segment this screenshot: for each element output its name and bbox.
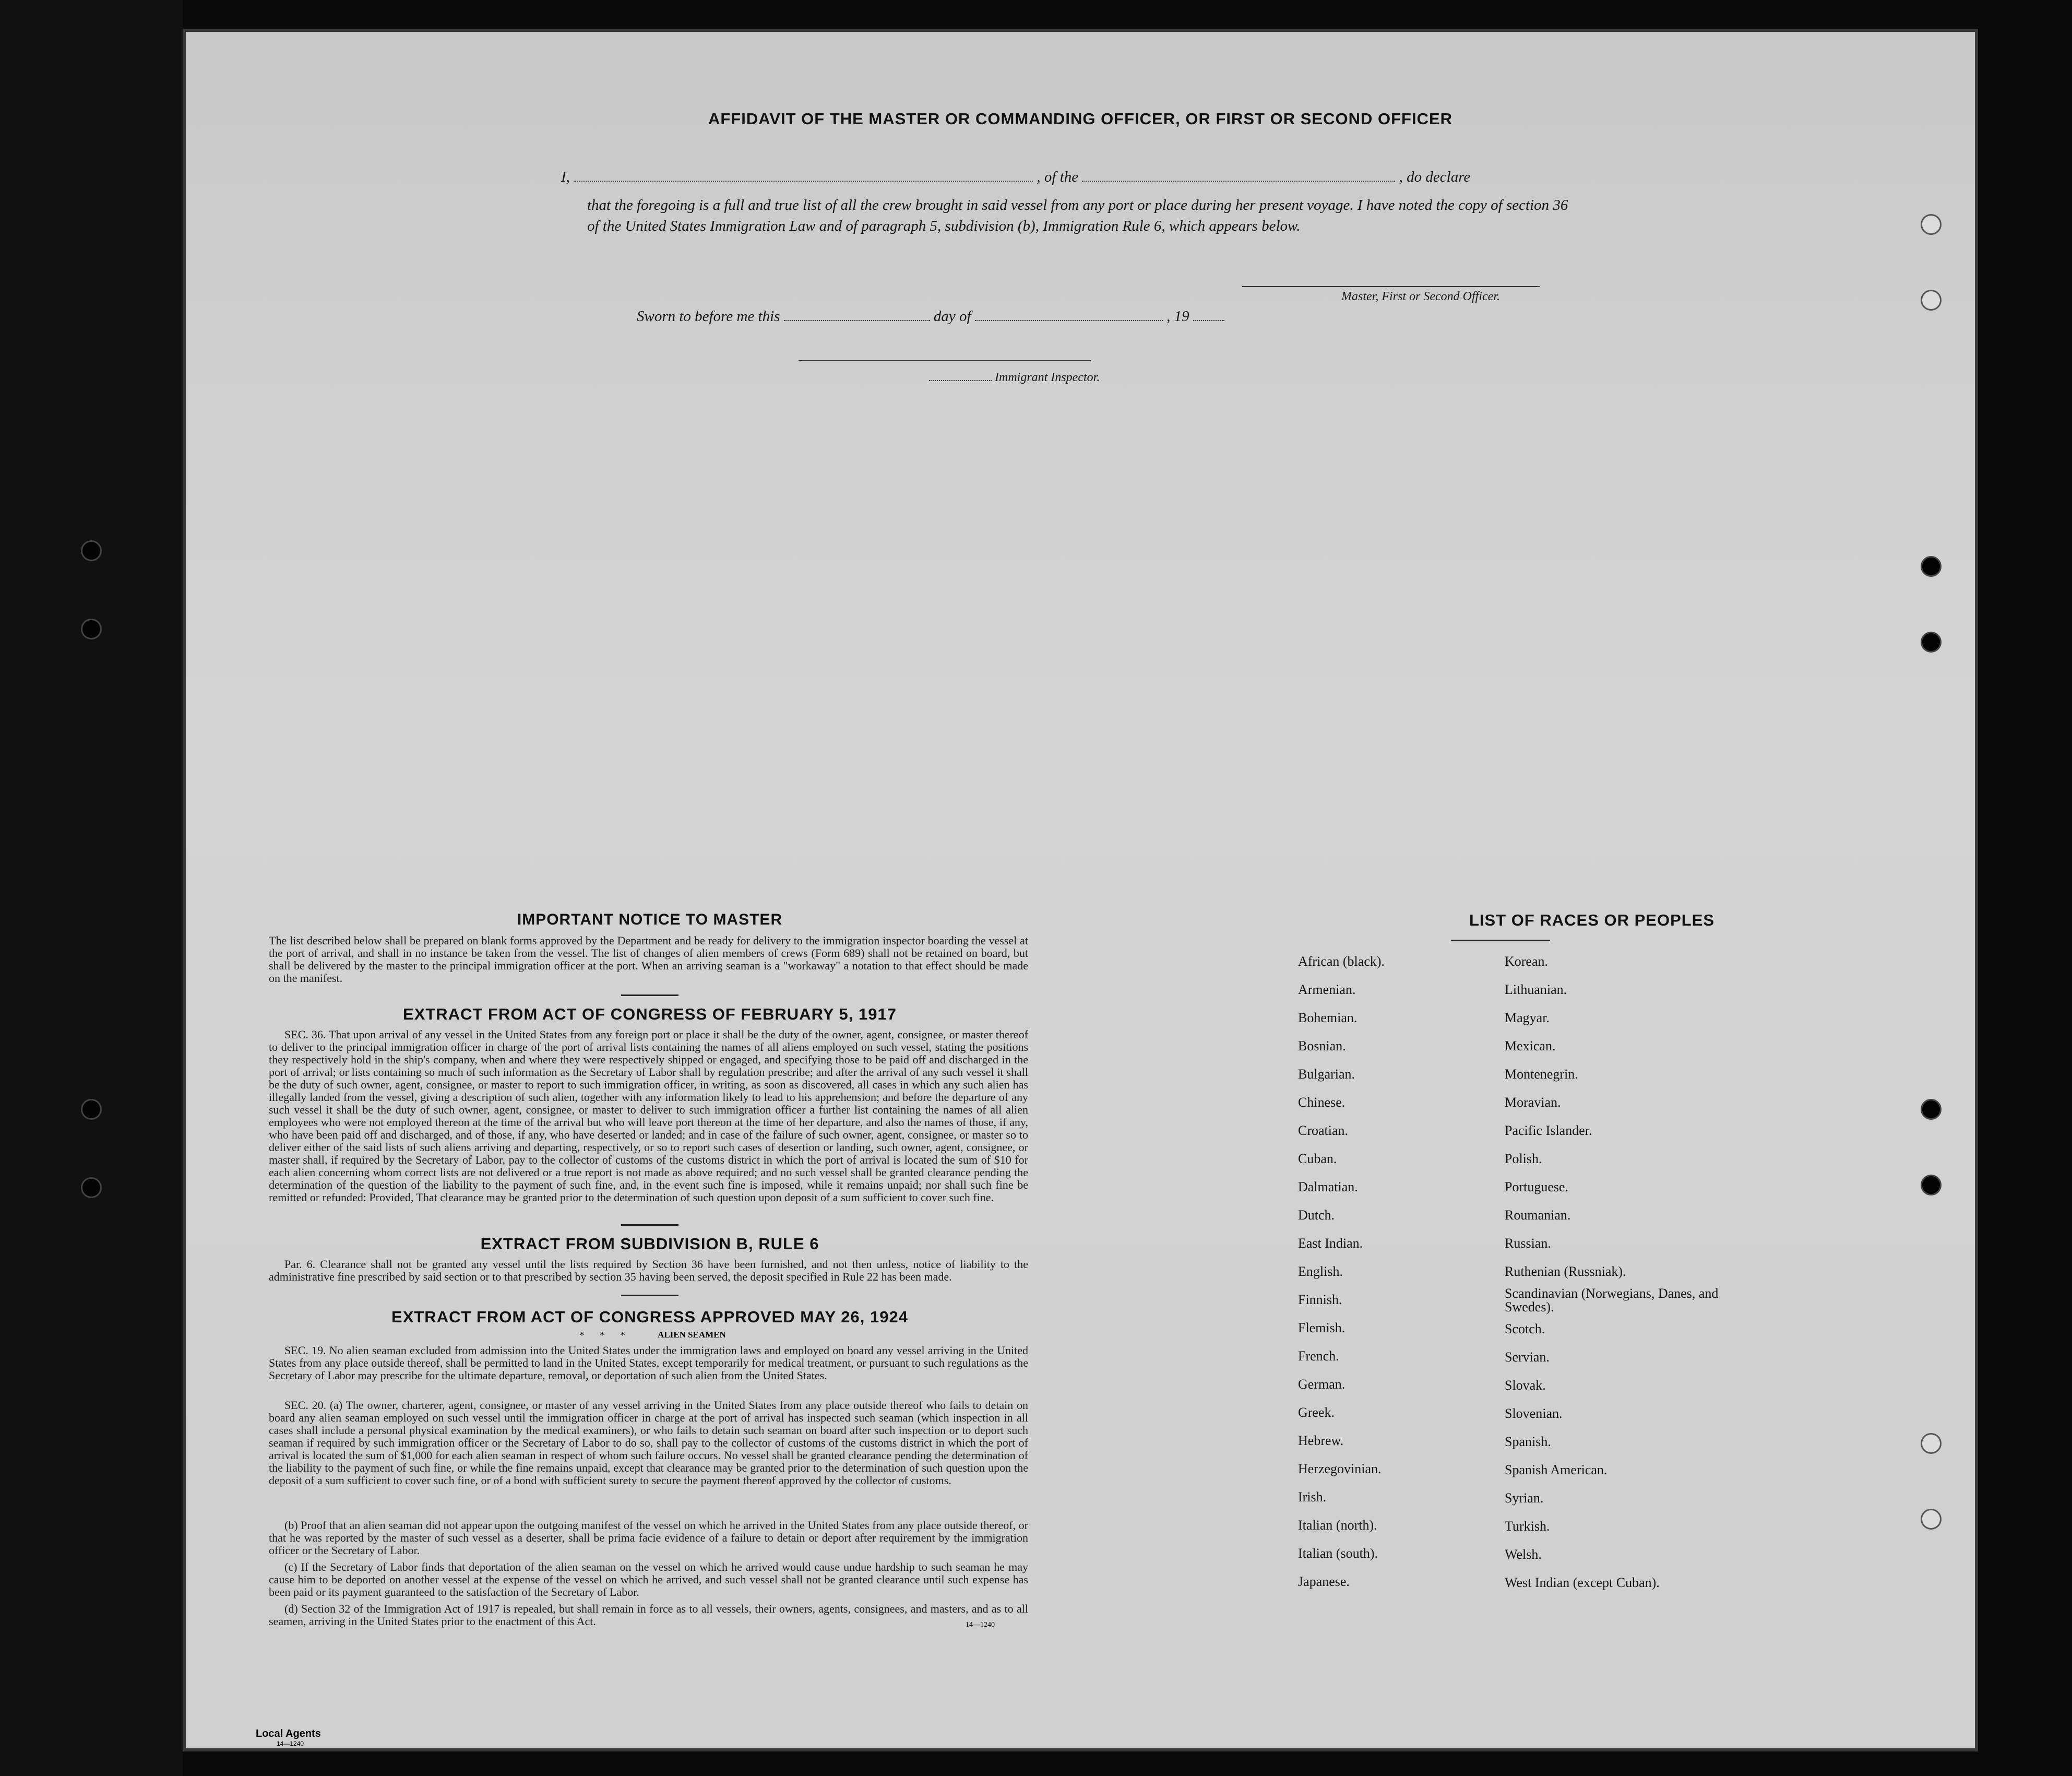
extract-1924-sec20c: (c) If the Secretary of Labor finds that deportation of the alien seaman on the vessel on which he arrived would cause undue hardship to such seaman he may cause him to be deported on another vessel at the expense of the vessel on which he arrived, and such vessel shall not be granted clearance until such expense has been paid or its payment guaranteed to the satisfaction of the Secretary of Labor. (269, 1560, 1028, 1599)
race-item: West Indian (except Cuban). (1505, 1575, 1660, 1590)
extract-1924-sec19: SEC. 19. No alien seaman excluded from admission into the United States under the immigration laws and employed on board any vessel arriving in the United States from any place outside thereof, shall be permitted to land in the United States, except temporarily for medical treatment, or pursuant to such regulations as the Secretary of Labor may prescribe for the ultimate departure, removal, or deportation of such alien from the United States. (269, 1344, 1028, 1382)
race-item: Bulgarian. (1298, 1067, 1355, 1082)
punch-hole (1921, 214, 1942, 235)
affidavit-line1 (561, 169, 1725, 186)
race-item: Chinese. (1298, 1095, 1345, 1110)
extract-1924-sec20d: (d) Section 32 of the Immigration Act of 1917 is repealed, but shall remain in force as to all vessels, their owners, agents, consignees, and masters, and as to all seamen, arriving in the United States prior to the enactment of this Act. (269, 1602, 1028, 1628)
sworn-line (637, 308, 1576, 325)
punch-hole (1921, 632, 1942, 653)
race-item: Magyar. (1505, 1010, 1550, 1025)
year-label: , 19 (1166, 308, 1189, 325)
manifest-page (183, 29, 1978, 1751)
race-item: English. (1298, 1264, 1343, 1279)
sworn-year-field[interactable] (1193, 309, 1224, 321)
race-item: East Indian. (1298, 1236, 1363, 1251)
affidavit-body: that the foregoing is a full and true list of all the crew brought in said vessel from any port or place during her present voyage. I have noted the copy of section 36 of the United States Immigration Law and of paragraph 5, subdivision (b), Immigration Rule 6, which appears below. (587, 197, 1568, 234)
extract-1924-sec20b: (b) Proof that an alien seaman did not appear upon the outgoing manifest of the vessel on which he arrived in the United States from any place outside thereof, or that he was reported by the master of such vessel as a deserter, shall be prima facie evidence of a failure to detain or deport after requirement by the immigration officer or the Secretary of Labor. (269, 1519, 1028, 1557)
races-right-column (1505, 948, 1724, 1597)
race-item: Slovak. (1505, 1378, 1546, 1393)
signature-label: Master, First or Second Officer. (1341, 290, 1500, 303)
race-item: Dutch. (1298, 1207, 1335, 1223)
day-of-label: day of (933, 308, 971, 325)
declare-label: , do declare (1399, 169, 1471, 185)
punch-hole (81, 1177, 102, 1198)
race-item: Russian. (1505, 1236, 1551, 1251)
punch-hole (81, 540, 102, 561)
inspector-label-row (929, 371, 1100, 385)
punch-hole (1921, 1509, 1942, 1530)
race-item: Spanish American. (1505, 1462, 1607, 1477)
inspector-label: Immigrant Inspector. (995, 371, 1100, 384)
race-item: Armenian. (1298, 982, 1356, 997)
punch-hole (1921, 1175, 1942, 1195)
race-item: Polish. (1505, 1151, 1542, 1166)
punch-hole (81, 1099, 102, 1120)
punch-hole (81, 619, 102, 640)
vessel-name-field[interactable] (1082, 169, 1395, 182)
race-item: Korean. (1505, 954, 1549, 969)
divider (621, 994, 678, 996)
race-item: Pacific Islander. (1505, 1123, 1592, 1138)
race-item: Welsh. (1505, 1547, 1542, 1562)
declarant-name-field[interactable] (574, 169, 1033, 182)
extract-1924-dots: * * * (579, 1330, 632, 1341)
race-item: Moravian. (1505, 1095, 1561, 1110)
extract-rule6-text: Par. 6. Clearance shall not be granted any vessel until the lists required by Section 36 have been furnished, and not then unless, notice of liability to the administrative fine prescribed by said section or to that prescribed by section 35 having been served, the deposit specified in Rule 22 has been made. (269, 1258, 1028, 1283)
race-item: Herzegovinian. (1298, 1461, 1382, 1476)
race-item: Montenegrin. (1505, 1067, 1578, 1082)
notice-title: IMPORTANT NOTICE TO MASTER (517, 911, 783, 928)
race-item: Slovenian. (1505, 1406, 1563, 1421)
divider (621, 1295, 678, 1296)
race-item: German. (1298, 1377, 1345, 1392)
extract-1924-title: EXTRACT FROM ACT OF CONGRESS APPROVED MAY 26, 1924 (391, 1308, 908, 1326)
race-item: Bosnian. (1298, 1038, 1346, 1053)
race-item: Finnish. (1298, 1292, 1342, 1307)
race-item: Scotch. (1505, 1321, 1545, 1336)
vessel-label: , of the (1037, 169, 1079, 185)
race-item: African (black). (1298, 954, 1385, 969)
race-item: Turkish. (1505, 1519, 1550, 1534)
extract-rule6-title: EXTRACT FROM SUBDIVISION B, RULE 6 (480, 1235, 819, 1253)
race-item: Portuguese. (1505, 1179, 1569, 1194)
races-left-column (1298, 948, 1496, 1596)
local-agents-number: 14—1240 (277, 1740, 304, 1747)
sworn-month-field[interactable] (975, 309, 1163, 321)
race-item: Japanese. (1298, 1574, 1350, 1589)
race-item: Greek. (1298, 1405, 1335, 1420)
race-item: Syrian. (1505, 1490, 1544, 1506)
notice-text: The list described below shall be prepared on blank forms approved by the Department and be ready for delivery to the immigration inspector boarding the vessel at the port of arrival, and shall in no instance be taken from the vessel. The list of changes of alien members of crews (Form 689) shall not be retained on board, but shall be delivered by the master to the principal immigration officer at the port. When an arriving seaman is a "workaway" a notation to that effect should be made on the manifest. (269, 934, 1028, 985)
race-item: Roumanian. (1505, 1207, 1571, 1223)
race-item: Flemish. (1298, 1320, 1345, 1335)
race-item: Spanish. (1505, 1434, 1551, 1449)
affidavit-title: AFFIDAVIT OF THE MASTER OR COMMANDING OFFICER, OR FIRST OR SECOND OFFICER (708, 110, 1453, 128)
race-item: Croatian. (1298, 1123, 1349, 1138)
race-item: Mexican. (1505, 1038, 1556, 1053)
divider (1451, 940, 1550, 941)
extract-1924-sec20a: SEC. 20. (a) The owner, charterer, agent, consignee, or master of any vessel arriving in the United States from any place outside thereof who fails to detain on board any alien seaman employed on such vessel until the immigration officer in charge at the port of arrival has inspected such seaman (which inspection in all cases shall include a personal physical examination by the medical examiners), or who fails to detain such seaman on board after such inspection or to deport such seaman if required by such immigration officer or the Secretary of Labor to do so, shall pay to the collector of customs of the customs district in which the port of arrival is located the sum of $1,000 for each alien seaman in respect of whom such failure occurs. No vessel shall be granted clearance pending the determination of the liability to the payment of such fine, or while the fine remains unpaid, except that clearance may be granted prior to the determination of such question upon the deposit of a sum sufficient to cover such fine, or of a bond with sufficient surety to secure the payment thereof approved by the collector of customs. (269, 1399, 1028, 1487)
film-border (0, 0, 183, 1776)
race-item: Irish. (1298, 1489, 1327, 1505)
race-item: French. (1298, 1348, 1339, 1364)
race-item: Ruthenian (Russniak). (1505, 1264, 1626, 1279)
race-item: Servian. (1505, 1349, 1550, 1365)
extract-1917-text: SEC. 36. That upon arrival of any vessel in the United States from any foreign port or place it shall be the duty of the owner, agent, consignee, or master thereof to deliver to the principal immigration officer in charge of the port of arrival lists containing the names of all aliens employed on such vessel, stating the positions they respectively hold in the ship's company, when and where they were respectively shipped or engaged, and specifying those to be paid off and discharged in the port of arrival; or lists containing so much of such information as the Secretary of Labor shall by regulation prescribe; and after the arrival of any such vessel it shall be the duty of such owner, agent, consignee, or master to report to such immigration officer, in writing, as soon as discovered, all cases in which any such alien has illegally landed from the vessel, giving a description of such alien, together with any information likely to lead to his apprehension; and before the departure of any such vessel it shall be the duty of such owner, agent, consignee, or master to deliver to such immigration officer a further list containing the names of all alien employees who were not employed thereon at the time of the arrival but who will leave port thereon at the time of her departure, and also the names of those, if any, who have been paid off and discharged, and of those, if any, who have deserted or landed; and in case of the failure of such owner, agent, consignee, or master so to deliver either of the said lists of such aliens arriving and departing, respectively, or so to report such cases of desertion or landing, such owner, agent, consignee, or master shall, if required by the Secretary of Labor, pay to the collector of customs of the customs district in which the port of arrival is located the sum of $10 for each alien concerning whom correct lists are not delivered or a true report is not made as above required; and no such vessel shall be granted clearance pending the determination of the question of the liability to the payment of such fine, and, in the event such fine is imposed, while it remains unpaid; nor shall such fine be remitted or refunded: Provided, That clearance may be granted prior to the determination of such question upon deposit of a sum sufficient to cover such fine. (269, 1028, 1028, 1204)
divider (621, 1224, 678, 1226)
punch-hole (1921, 290, 1942, 311)
extract-1917-title: EXTRACT FROM ACT OF CONGRESS OF FEBRUARY 5, 1917 (403, 1005, 897, 1023)
inspector-signature-line[interactable] (799, 360, 1091, 361)
punch-hole (1921, 1433, 1942, 1454)
races-title: LIST OF RACES OR PEOPLES (1469, 911, 1715, 929)
sworn-label: Sworn to before me this (637, 308, 780, 325)
punch-hole (1921, 1099, 1942, 1120)
race-item: Italian (south). (1298, 1546, 1378, 1561)
race-item: Bohemian. (1298, 1010, 1357, 1025)
race-item: Lithuanian. (1505, 982, 1567, 997)
inspector-dots (929, 380, 992, 381)
signature-line[interactable] (1242, 286, 1540, 287)
race-item: Dalmatian. (1298, 1179, 1358, 1194)
race-item: Scandinavian (Norwegians, Danes, and Swedes). (1505, 1286, 1719, 1315)
declarant-label: I, (561, 169, 570, 185)
extract-1924-subtitle: ALIEN SEAMEN (658, 1330, 726, 1340)
form-number: 14—1240 (966, 1621, 995, 1629)
race-item: Hebrew. (1298, 1433, 1344, 1448)
sworn-day-field[interactable] (784, 309, 930, 321)
race-item: Italian (north). (1298, 1518, 1377, 1533)
race-item: Cuban. (1298, 1151, 1337, 1166)
local-agents-label: Local Agents (256, 1728, 321, 1739)
punch-hole (1921, 556, 1942, 577)
